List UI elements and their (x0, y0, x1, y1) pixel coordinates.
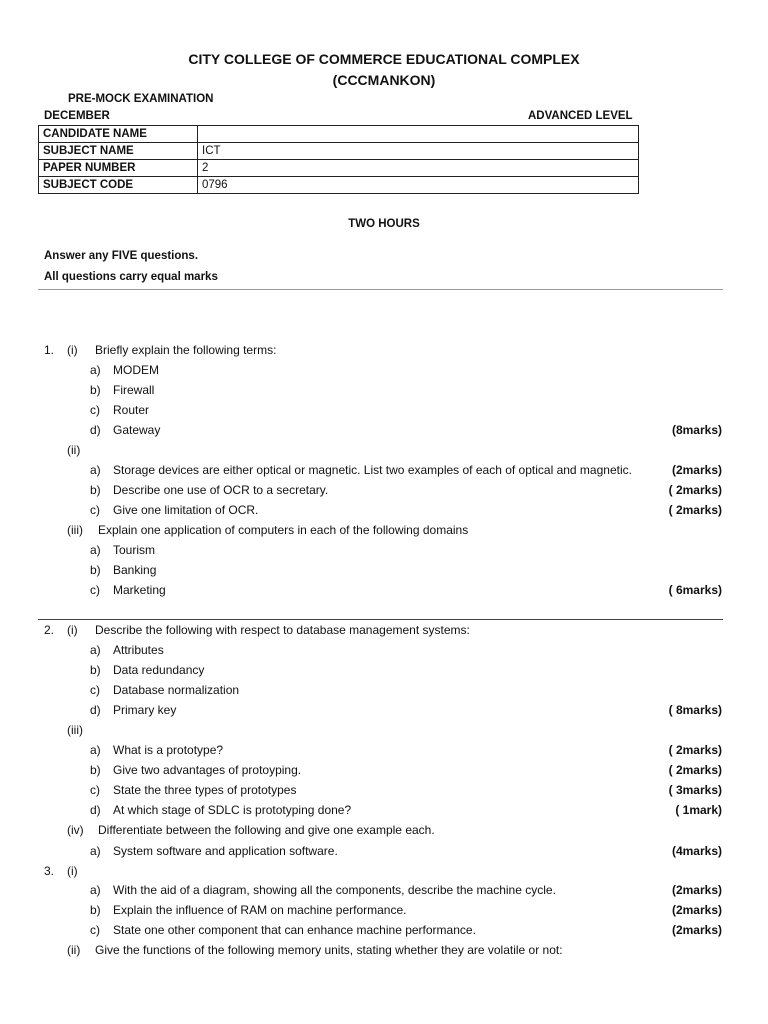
item-letter: b) (90, 663, 101, 677)
item-text: Router (113, 403, 150, 417)
subpart-label: (iv) (67, 823, 84, 837)
subpart-text: Give the functions of the following memory units, stating whether they are volatile or not: (95, 943, 563, 957)
item-text: Marketing (113, 583, 166, 597)
marks-label: ( 2marks) (668, 763, 722, 777)
marks-label: ( 8marks) (668, 703, 722, 717)
item-text: Describe one use of OCR to a secretary. (113, 483, 329, 497)
exam-name: PRE-MOCK EXAMINATION (68, 93, 214, 105)
subpart-text: Describe the following with respect to database management systems: (95, 623, 470, 637)
item-text: Firewall (113, 383, 155, 397)
item-text: Explain the influence of RAM on machine performance. (113, 903, 407, 917)
subpart-text: Differentiate between the following and give one example each. (98, 823, 435, 837)
item-text: Storage devices are either optical or magnetic. List two examples of each of optical and magnetic. (113, 463, 632, 477)
item-text: MODEM (113, 363, 159, 377)
marks-label: ( 1mark) (675, 803, 722, 817)
marks-label: (8marks) (671, 423, 722, 437)
table-value: 0796 (198, 177, 639, 194)
item-letter: a) (90, 463, 101, 477)
item-letter: c) (90, 503, 100, 517)
candidate-info-table (38, 125, 639, 194)
subpart-label: (ii) (67, 443, 81, 457)
institution-abbr: (CCCMANKON) (332, 72, 436, 88)
item-letter: b) (90, 763, 101, 777)
subpart-label: (i) (67, 623, 78, 637)
item-letter: c) (90, 923, 100, 937)
item-text: Gateway (113, 423, 161, 437)
item-text: What is a prototype? (113, 743, 224, 757)
institution-title: CITY COLLEGE OF COMMERCE EDUCATIONAL COMPLEX (188, 51, 580, 67)
item-text: Banking (113, 563, 157, 577)
table-label: SUBJECT CODE (39, 177, 198, 194)
question-number: 2. (44, 623, 55, 637)
item-letter: b) (90, 563, 101, 577)
item-text: Give two advantages of protoyping. (113, 763, 302, 777)
table-label: CANDIDATE NAME (39, 126, 198, 143)
item-letter: b) (90, 383, 101, 397)
table-row (39, 160, 639, 177)
item-text: Attributes (113, 643, 164, 657)
item-text: System software and application software. (113, 844, 338, 858)
item-letter: c) (90, 403, 100, 417)
table-row (39, 126, 639, 143)
exam-level: ADVANCED LEVEL (528, 110, 633, 122)
marks-label: (4marks) (671, 844, 722, 858)
item-letter: b) (90, 483, 101, 497)
marks-label: (2marks) (671, 923, 722, 937)
subpart-label: (iii) (67, 523, 83, 537)
marks-label: ( 2marks) (668, 503, 722, 517)
item-text: Data redundancy (113, 663, 205, 677)
instruction-line: Answer any FIVE questions. (44, 250, 199, 262)
marks-label: (2marks) (671, 903, 722, 917)
marks-label: ( 3marks) (668, 783, 722, 797)
item-letter: c) (90, 583, 100, 597)
item-letter: a) (90, 883, 101, 897)
exam-month: DECEMBER (44, 110, 110, 122)
item-text: State one other component that can enhance machine performance. (113, 923, 476, 937)
divider (38, 289, 723, 290)
question-number: 3. (44, 864, 55, 878)
subpart-label: (i) (67, 864, 78, 878)
item-letter: a) (90, 543, 101, 557)
marks-label: ( 2marks) (668, 483, 722, 497)
item-text: Give one limitation of OCR. (113, 503, 259, 517)
item-letter: c) (90, 683, 100, 697)
subpart-label: (ii) (67, 943, 81, 957)
subpart-text: Explain one application of computers in each of the following domains (98, 523, 469, 537)
subpart-text: Briefly explain the following terms: (95, 343, 277, 357)
item-letter: c) (90, 783, 100, 797)
instruction-line: All questions carry equal marks (44, 271, 218, 283)
table-value: 2 (198, 160, 639, 177)
table-label: SUBJECT NAME (39, 143, 198, 160)
marks-label: ( 2marks) (668, 743, 722, 757)
item-text: Database normalization (113, 683, 240, 697)
marks-label: ( 6marks) (668, 583, 722, 597)
table-row (39, 177, 639, 194)
item-letter: b) (90, 903, 101, 917)
item-text: Primary key (113, 703, 177, 717)
item-text: Tourism (113, 543, 156, 557)
table-value: ICT (198, 143, 639, 160)
item-letter: d) (90, 803, 101, 817)
question-number: 1. (44, 343, 55, 357)
table-row (39, 143, 639, 160)
item-text: With the aid of a diagram, showing all the components, describe the machine cycle. (113, 883, 556, 897)
item-letter: d) (90, 423, 101, 437)
item-text: At which stage of SDLC is prototyping done? (113, 803, 352, 817)
item-letter: a) (90, 363, 101, 377)
item-letter: a) (90, 844, 101, 858)
item-letter: a) (90, 643, 101, 657)
subpart-label: (iii) (67, 723, 83, 737)
duration: TWO HOURS (348, 218, 420, 230)
subpart-label: (i) (67, 343, 78, 357)
marks-label: (2marks) (671, 883, 722, 897)
item-letter: a) (90, 743, 101, 757)
candidate-name-field[interactable] (198, 126, 639, 143)
item-text: State the three types of prototypes (113, 783, 297, 797)
marks-label: (2marks) (671, 463, 722, 477)
item-letter: d) (90, 703, 101, 717)
table-label: PAPER NUMBER (39, 160, 198, 177)
